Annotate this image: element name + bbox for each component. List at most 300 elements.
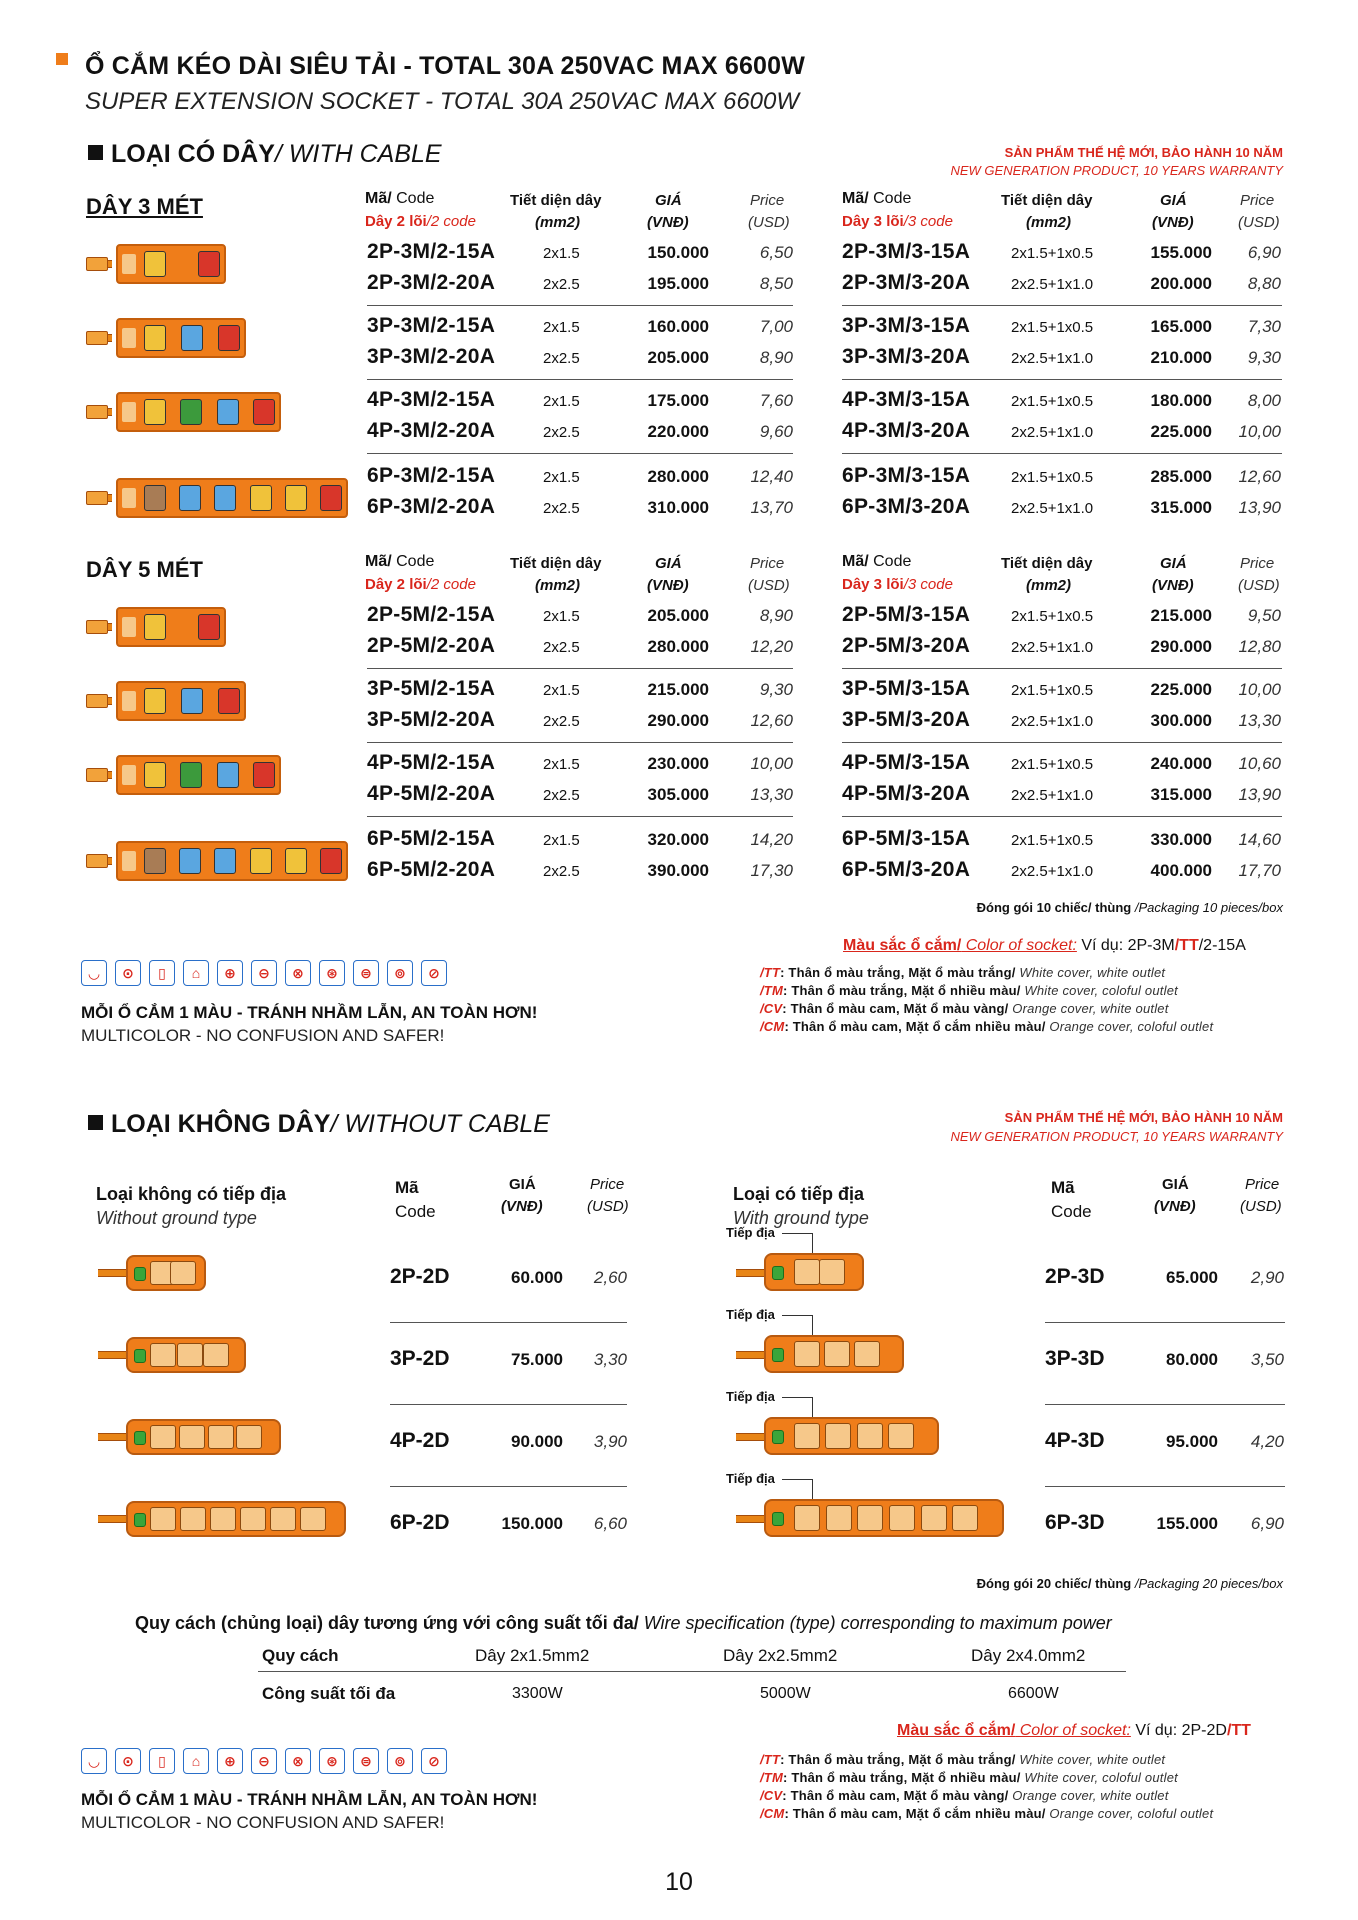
outlet-icon — [253, 762, 275, 788]
price-usd: 10,60 — [1238, 754, 1281, 773]
code-header — [365, 190, 434, 208]
cable-section-title: LOẠI CÓ DÂY/ WITH CABLE — [88, 140, 442, 169]
section-square-icon — [88, 145, 103, 160]
strip-body-icon — [116, 244, 226, 284]
socket-type-icon — [421, 1748, 447, 1774]
nc-usd-header: Price — [590, 1176, 625, 1193]
code-header-vi: Mã/ — [842, 553, 869, 570]
price-vnd: 225.000 — [1150, 680, 1212, 699]
product-code: 4P-5M/3-15A — [842, 751, 971, 774]
ground-leader-line — [812, 1233, 813, 1253]
switch-icon — [772, 1348, 784, 1362]
nc-code-header: Mã — [395, 1178, 419, 1197]
socket-type-icon — [285, 960, 311, 986]
vnd-unit: (VNĐ) — [1152, 214, 1194, 231]
socket-glyph-icon: ⌂ — [191, 1753, 201, 1769]
price-usd: 9,60 — [759, 422, 793, 441]
price-usd: 6,90 — [1247, 243, 1281, 262]
socket-glyph-icon: ⊖ — [258, 1752, 270, 1769]
price-vnd: 310.000 — [647, 498, 709, 517]
strip-body-icon — [126, 1337, 246, 1373]
price-usd: 12,80 — [1238, 637, 1281, 656]
socket-icons-row — [81, 1748, 447, 1774]
price-usd: 13,30 — [750, 785, 793, 804]
product-code: 3P-2D — [390, 1347, 450, 1370]
price-vnd: 150.000 — [501, 1514, 563, 1533]
color-note — [760, 983, 1282, 998]
ground-leader-line — [812, 1479, 813, 1499]
cableless-socket-image — [98, 1249, 358, 1299]
wire-section: 2x1.5 — [543, 319, 580, 336]
price-usd: 9,50 — [1247, 606, 1281, 625]
wire-spec-title: Quy cách (chủng loại) dây tương ứng với công suất tối đa/ Wire specification (type) corresponding to maximum power — [135, 1613, 1112, 1633]
ground-leader-line — [782, 1479, 812, 1480]
socket-type-icon — [217, 1748, 243, 1774]
color-note-vi: : Thân ổ màu trắng, Mặt ổ nhiều màu/ — [782, 1770, 1021, 1785]
cord-stub-icon — [736, 1515, 766, 1523]
ground-socket-image — [726, 1307, 1026, 1385]
section-unit: (mm2) — [535, 214, 581, 231]
color-code: /CM — [760, 1019, 785, 1034]
code-header — [842, 553, 911, 571]
row-divider — [1045, 1404, 1285, 1405]
socket-type-icon — [149, 960, 175, 986]
strip-body-icon — [116, 478, 348, 518]
ground-label: Tiếp địa — [726, 1225, 775, 1240]
price-usd: 6,50 — [759, 243, 793, 262]
product-code: 2P-5M/2-15A — [367, 603, 496, 626]
color-note-en: White cover, coloful outlet — [1020, 983, 1178, 998]
outlet-icon — [250, 848, 272, 874]
socket-type-icon — [319, 960, 345, 986]
price-vnd: 150.000 — [647, 243, 709, 262]
product-code: 4P-5M/2-15A — [367, 751, 496, 774]
price-usd: 4,20 — [1250, 1432, 1284, 1451]
wire-section: 2x1.5+1x0.5 — [1011, 393, 1094, 410]
wc-code-header: Mã — [1051, 1178, 1075, 1197]
wire-section: 2x1.5+1x0.5 — [1011, 832, 1094, 849]
color-note — [760, 965, 1282, 980]
strip-body-icon — [116, 755, 281, 795]
price-vnd: 305.000 — [647, 785, 709, 804]
without-ground-title: Loại không có tiếp địa — [96, 1184, 287, 1204]
socket-type-icon — [285, 1748, 311, 1774]
page-title: Ổ CẮM KÉO DÀI SIÊU TẢI - TOTAL 30A 250VAC MAX 6600W — [85, 52, 806, 80]
socket-type-icon — [421, 960, 447, 986]
outlet-icon — [320, 848, 342, 874]
outlet-icon — [214, 848, 236, 874]
price-vnd: 280.000 — [647, 467, 709, 486]
cord-stub-icon — [736, 1351, 766, 1359]
core-header-vi: Dây 2 lõi — [365, 213, 427, 230]
cord-stub-icon — [98, 1269, 128, 1277]
usd-header: Price — [750, 192, 785, 209]
price-vnd: 315.000 — [1150, 785, 1212, 804]
outlet-icon — [794, 1505, 820, 1531]
wire-section: 2x2.5+1x1.0 — [1011, 639, 1094, 656]
wire-section: 2x2.5 — [543, 350, 580, 367]
code-header — [365, 553, 434, 571]
wire-spec-cell: 6600W — [1008, 1685, 1059, 1702]
product-code: 6P-2D — [390, 1511, 450, 1534]
code-header-vi: Mã/ — [365, 553, 392, 570]
socket-type-icon — [217, 960, 243, 986]
color-note-en: Orange cover, white outlet — [1008, 1788, 1169, 1803]
cable-length-label: DÂY 3 MÉT — [86, 194, 203, 219]
vnd-unit: (VNĐ) — [1152, 577, 1194, 594]
color-notes — [760, 1752, 1282, 1824]
product-code: 3P-5M/2-20A — [367, 708, 496, 731]
outlet-icon — [218, 325, 240, 351]
vnd-header: GIÁ — [1160, 555, 1187, 572]
color-note — [760, 1788, 1282, 1803]
wire-section: 2x2.5 — [543, 500, 580, 517]
row-divider — [842, 742, 1282, 743]
price-usd: 13,90 — [1238, 785, 1281, 804]
price-usd: 12,60 — [1238, 467, 1281, 486]
outlet-icon — [217, 399, 239, 425]
page-number: 10 — [665, 1868, 693, 1896]
price-usd: 13,70 — [750, 498, 793, 517]
usd-unit: (USD) — [748, 214, 790, 231]
price-usd: 6,60 — [593, 1514, 627, 1533]
price-vnd: 230.000 — [647, 754, 709, 773]
extension-socket-image — [86, 753, 346, 797]
row-divider — [390, 1486, 627, 1487]
ground-leader-line — [782, 1233, 812, 1234]
price-usd: 13,90 — [1238, 498, 1281, 517]
product-code: 3P-3M/3-20A — [842, 345, 971, 368]
row-divider — [367, 379, 793, 380]
color-code: /TM — [760, 1770, 783, 1785]
wire-section: 2x2.5 — [543, 424, 580, 441]
wire-spec-cell: Dây 2x2.5mm2 — [723, 1646, 838, 1665]
brand-label-icon — [122, 328, 136, 348]
color-code: /CV — [760, 1001, 783, 1016]
cord-stub-icon — [98, 1515, 128, 1523]
outlet-icon — [320, 485, 342, 511]
color-code: /CM — [760, 1806, 785, 1821]
section-header: Tiết diện dây — [510, 192, 602, 209]
wire-spec-row2-label: Công suất tối đa — [262, 1684, 396, 1703]
price-vnd: 205.000 — [647, 348, 709, 367]
outlet-icon — [177, 1343, 203, 1367]
product-code: 6P-3M/3-20A — [842, 495, 971, 518]
product-code: 2P-5M/3-20A — [842, 634, 971, 657]
socket-glyph-icon: ⊛ — [326, 1752, 338, 1769]
color-code: /TT — [760, 1752, 781, 1767]
outlet-icon — [179, 1425, 205, 1449]
row-divider — [842, 816, 1282, 817]
outlet-icon — [144, 614, 166, 640]
socket-glyph-icon: ⊕ — [224, 1752, 236, 1769]
product-code: 3P-3M/2-15A — [367, 314, 496, 337]
vnd-header: GIÁ — [1160, 192, 1187, 209]
price-vnd: 215.000 — [1150, 606, 1212, 625]
outlet-icon — [210, 1507, 236, 1531]
wire-section: 2x1.5 — [543, 608, 580, 625]
core-header-en: /3 code — [903, 213, 953, 230]
color-socket-line-2: Màu sắc ổ cắm/ Color of socket: Ví dụ: 2P-2D/TT — [897, 1722, 1251, 1739]
price-vnd: 210.000 — [1150, 348, 1212, 367]
wire-section: 2x2.5+1x1.0 — [1011, 350, 1094, 367]
price-usd: 3,50 — [1250, 1350, 1284, 1369]
switch-icon — [772, 1430, 784, 1444]
price-vnd: 60.000 — [511, 1268, 563, 1287]
core-header — [842, 213, 953, 230]
price-vnd: 225.000 — [1150, 422, 1212, 441]
price-usd: 3,30 — [593, 1350, 627, 1369]
without-ground-title-en: Without ground type — [96, 1208, 257, 1228]
wire-section: 2x1.5+1x0.5 — [1011, 756, 1094, 773]
socket-glyph-icon: ⊜ — [360, 964, 372, 981]
socket-type-icon — [115, 960, 141, 986]
nc-usd-unit: (USD) — [587, 1198, 629, 1215]
price-vnd: 205.000 — [647, 606, 709, 625]
outlet-icon — [181, 688, 203, 714]
multicolor-slogan-en: MULTICOLOR - NO CONFUSION AND SAFER! — [81, 1026, 445, 1045]
code-header-en: Code — [391, 190, 435, 207]
price-usd: 13,30 — [1238, 711, 1281, 730]
ground-leader-line — [812, 1397, 813, 1417]
strip-body-icon — [764, 1499, 1004, 1537]
vnd-header: GIÁ — [655, 555, 682, 572]
product-code: 3P-5M/3-15A — [842, 677, 971, 700]
outlet-icon — [150, 1507, 176, 1531]
product-code: 3P-5M/3-20A — [842, 708, 971, 731]
price-vnd: 220.000 — [647, 422, 709, 441]
color-note-vi: : Thân ổ màu trắng, Mặt ổ màu trắng/ — [780, 965, 1016, 980]
price-vnd: 175.000 — [647, 391, 709, 410]
price-usd: 2,60 — [593, 1268, 627, 1287]
color-code: /TM — [760, 983, 783, 998]
product-code: 2P-3D — [1045, 1265, 1105, 1288]
socket-type-icon — [387, 1748, 413, 1774]
wire-section: 2x2.5 — [543, 787, 580, 804]
color-note-vi: : Thân ổ màu trắng, Mặt ổ màu trắng/ — [780, 1752, 1016, 1767]
price-vnd: 290.000 — [1150, 637, 1212, 656]
socket-glyph-icon: ◡ — [88, 1752, 100, 1769]
socket-type-icon — [183, 1748, 209, 1774]
outlet-icon — [270, 1507, 296, 1531]
cableless-socket-image — [98, 1331, 358, 1381]
outlet-icon — [794, 1423, 820, 1449]
switch-icon — [772, 1266, 784, 1280]
product-code: 6P-3D — [1045, 1511, 1105, 1534]
socket-glyph-icon: ⊙ — [122, 964, 134, 981]
outlet-icon — [857, 1505, 883, 1531]
warranty-label: SẢN PHẨM THẾ HỆ MỚI, BẢO HÀNH 10 NĂM — [1004, 1110, 1283, 1125]
outlet-icon — [826, 1505, 852, 1531]
color-note — [760, 1752, 1282, 1767]
price-vnd: 90.000 — [511, 1432, 563, 1451]
strip-body-icon — [116, 841, 348, 881]
price-vnd: 240.000 — [1150, 754, 1212, 773]
socket-glyph-icon: ◡ — [88, 964, 100, 981]
socket-glyph-icon: ⊕ — [224, 964, 236, 981]
brand-label-icon — [122, 851, 136, 871]
section-header: Tiết diện dây — [1001, 555, 1093, 572]
price-vnd: 320.000 — [647, 830, 709, 849]
socket-glyph-icon: ⌂ — [191, 965, 201, 981]
outlet-icon — [824, 1341, 850, 1367]
plug-icon — [86, 854, 108, 868]
socket-type-icon — [353, 1748, 379, 1774]
switch-icon — [134, 1513, 146, 1527]
outlet-icon — [144, 762, 166, 788]
core-header — [365, 576, 476, 593]
strip-body-icon — [116, 607, 226, 647]
core-header-en: /3 code — [903, 576, 953, 593]
wire-section: 2x1.5 — [543, 469, 580, 486]
wire-spec-cell: Dây 2x1.5mm2 — [475, 1646, 590, 1665]
socket-glyph-icon: ⊚ — [394, 964, 406, 981]
socket-type-icon — [387, 960, 413, 986]
color-note-vi: : Thân ổ màu cam, Mặt ổ màu vàng/ — [782, 1788, 1009, 1803]
price-vnd: 215.000 — [647, 680, 709, 699]
multicolor-slogan: MỖI Ổ CẮM 1 MÀU - TRÁNH NHẦM LẪN, AN TOÀN HƠN! — [81, 1003, 538, 1022]
brand-label-icon — [122, 254, 136, 274]
extension-socket-image — [86, 605, 346, 649]
wire-spec-cell: 3300W — [512, 1685, 563, 1702]
nc-vnd-unit: (VNĐ) — [501, 1198, 543, 1215]
product-code: 2P-3M/3-15A — [842, 240, 971, 263]
product-code: 4P-5M/2-20A — [367, 782, 496, 805]
product-code: 2P-3M/3-20A — [842, 271, 971, 294]
outlet-icon — [819, 1259, 845, 1285]
wire-section: 2x1.5+1x0.5 — [1011, 682, 1094, 699]
outlet-icon — [144, 251, 166, 277]
extension-socket-image — [86, 316, 346, 360]
price-usd: 14,60 — [1238, 830, 1281, 849]
outlet-icon — [144, 688, 166, 714]
strip-body-icon — [116, 318, 246, 358]
socket-type-icon — [353, 960, 379, 986]
extension-socket-image — [86, 242, 346, 286]
price-usd: 7,60 — [759, 391, 793, 410]
row-divider — [1045, 1322, 1285, 1323]
outlet-icon — [217, 762, 239, 788]
price-usd: 17,30 — [750, 861, 793, 880]
outlet-icon — [300, 1507, 326, 1531]
product-code: 2P-5M/2-20A — [367, 634, 496, 657]
wire-section: 2x2.5+1x1.0 — [1011, 787, 1094, 804]
outlet-icon — [180, 1507, 206, 1531]
wire-section: 2x1.5 — [543, 682, 580, 699]
row-divider — [842, 453, 1282, 454]
color-note — [760, 1001, 1282, 1016]
price-vnd: 75.000 — [511, 1350, 563, 1369]
multicolor-slogan-en: MULTICOLOR - NO CONFUSION AND SAFER! — [81, 1813, 445, 1832]
section-unit: (mm2) — [1026, 577, 1072, 594]
plug-icon — [86, 620, 108, 634]
color-note-en: White cover, white outlet — [1015, 1752, 1166, 1767]
outlet-icon — [250, 485, 272, 511]
ground-label: Tiếp địa — [726, 1389, 775, 1404]
price-usd: 12,60 — [750, 711, 793, 730]
warranty-label-en: NEW GENERATION PRODUCT, 10 YEARS WARRANTY — [950, 163, 1283, 178]
cableless-section-title: LOẠI KHÔNG DÂY/ WITHOUT CABLE — [88, 1110, 550, 1139]
product-code: 2P-3M/2-15A — [367, 240, 496, 263]
socket-type-icon — [319, 1748, 345, 1774]
product-code: 2P-2D — [390, 1265, 450, 1288]
price-usd: 2,90 — [1250, 1268, 1284, 1287]
plug-icon — [86, 257, 108, 271]
product-code: 4P-2D — [390, 1429, 450, 1452]
price-usd: 8,90 — [759, 348, 793, 367]
product-code: 6P-5M/3-15A — [842, 827, 971, 850]
socket-type-icon — [251, 1748, 277, 1774]
color-note-en: White cover, coloful outlet — [1020, 1770, 1178, 1785]
row-divider — [842, 668, 1282, 669]
section-header: Tiết diện dây — [1001, 192, 1093, 209]
socket-glyph-icon: ⊜ — [360, 1752, 372, 1769]
product-code: 3P-3M/2-20A — [367, 345, 496, 368]
row-divider — [367, 742, 793, 743]
brand-label-icon — [122, 402, 136, 422]
wc-vnd-unit: (VNĐ) — [1154, 1198, 1196, 1215]
switch-icon — [134, 1431, 146, 1445]
usd-header: Price — [1240, 555, 1275, 572]
brand-label-icon — [122, 765, 136, 785]
ground-label: Tiếp địa — [726, 1307, 775, 1322]
row-divider — [367, 668, 793, 669]
wire-section: 2x1.5+1x0.5 — [1011, 469, 1094, 486]
code-header — [842, 190, 911, 208]
plug-icon — [86, 694, 108, 708]
outlet-icon — [198, 614, 220, 640]
color-note — [760, 1770, 1282, 1785]
row-divider — [390, 1404, 627, 1405]
outlet-icon — [179, 485, 201, 511]
price-vnd: 160.000 — [647, 317, 709, 336]
wc-usd-unit: (USD) — [1240, 1198, 1282, 1215]
price-usd: 12,20 — [750, 637, 793, 656]
product-code: 6P-5M/3-20A — [842, 858, 971, 881]
socket-icons-row — [81, 960, 447, 986]
outlet-icon — [952, 1505, 978, 1531]
price-usd: 12,40 — [750, 467, 793, 486]
price-usd: 8,80 — [1247, 274, 1281, 293]
ground-leader-line — [782, 1315, 812, 1316]
with-ground-title-en: With ground type — [733, 1208, 869, 1228]
price-vnd: 80.000 — [1166, 1350, 1218, 1369]
color-note — [760, 1806, 1282, 1821]
color-note-vi: : Thân ổ màu cam, Mặt ổ cắm nhiều màu/ — [784, 1806, 1046, 1821]
price-usd: 3,90 — [593, 1432, 627, 1451]
strip-body-icon — [116, 681, 246, 721]
code-header-en: Code — [868, 553, 912, 570]
outlet-icon — [240, 1507, 266, 1531]
cableless-socket-image — [98, 1413, 358, 1463]
product-code: 6P-3M/3-15A — [842, 464, 971, 487]
outlet-icon — [180, 399, 202, 425]
row-divider — [367, 305, 793, 306]
socket-glyph-icon: ⊘ — [428, 964, 440, 981]
color-socket-line: Màu sắc ổ cắm/ Color of socket: Ví dụ: 2P-3M/TT/2-15A — [843, 937, 1246, 954]
socket-type-icon — [149, 1748, 175, 1774]
core-header-vi: Dây 3 lõi — [842, 213, 904, 230]
socket-type-icon — [183, 960, 209, 986]
wc-vnd-header: GIÁ — [1162, 1176, 1189, 1193]
code-header-vi: Mã/ — [842, 190, 869, 207]
row-divider — [842, 379, 1282, 380]
socket-glyph-icon: ⊛ — [326, 964, 338, 981]
outlet-icon — [144, 848, 166, 874]
section-unit: (mm2) — [535, 577, 581, 594]
extension-socket-image — [86, 679, 346, 723]
outlet-icon — [218, 688, 240, 714]
